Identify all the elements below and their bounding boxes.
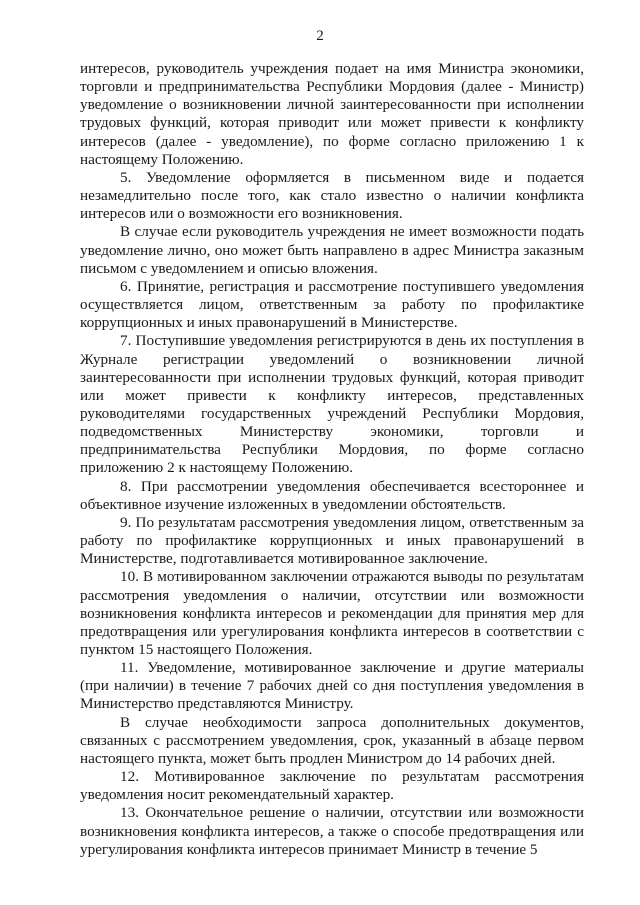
paragraph-item-7: 7. Поступившие уведомления регистрируются в день их поступления в Журнале регистрации уведомлений о возникновении личной заинтересованности при исполнении трудовых функций, которая приводит или может привести к конфликту интересов, представленных руководителями государственных учреждений Республики Мордовия, подведомственных Министерству экономики, торговли и предпринимательства Республики Мордовия, по форме согласно приложению 2 к настоящему Положению. (80, 332, 584, 477)
paragraph-item-11-sub: В случае необходимости запроса дополнительных документов, связанных с рассмотрением уведомления, срок, указанный в абзаце первом настоящего пункта, может быть продлен Министром до 14 рабочих дней. (80, 713, 584, 767)
paragraph-item-11: 11. Уведомление, мотивированное заключение и другие материалы (при наличии) в течение 7 рабочих дней со дня поступления уведомления в Министерство представляются Министру. (80, 659, 584, 713)
document-body (80, 60, 584, 859)
paragraph-item-12: 12. Мотивированное заключение по результатам рассмотрения уведомления носит рекомендательный характер. (80, 768, 584, 804)
paragraph-continuation: интересов, руководитель учреждения подает на имя Министра экономики, торговли и предпринимательства Республики Мордовия (далее - Министр) уведомление о возникновении личной заинтересованности при исполнении трудовых функций, которая приводит или может привести к конфликту интересов (далее - уведомление), по форме согласно приложению 1 к настоящему Положению. (80, 60, 584, 168)
paragraph-item-13: 13. Окончательное решение о наличии, отсутствии или возможности возникновения конфликта интересов, а также о способе предотвращения или урегулирования конфликта интересов принимает Министр в течение 5 (80, 804, 584, 858)
paragraph-item-5-sub: В случае если руководитель учреждения не имеет возможности подать уведомление лично, оно может быть направлено в адрес Министра заказным письмом с уведомлением и описью вложения. (80, 223, 584, 277)
paragraph-item-6: 6. Принятие, регистрация и рассмотрение поступившего уведомления осуществляется лицом, ответственным за работу по профилактике коррупционных и иных правонарушений в Министерстве. (80, 277, 584, 332)
paragraph-item-8: 8. При рассмотрении уведомления обеспечивается всестороннее и объективное изучение изложенных в уведомлении обстоятельств. (80, 477, 584, 513)
paragraph-item-9: 9. По результатам рассмотрения уведомления лицом, ответственным за работу по профилактике коррупционных и иных правонарушений в Министерстве, подготавливается мотивированное заключение. (80, 513, 584, 568)
paragraph-item-10: 10. В мотивированном заключении отражаются выводы по результатам рассмотрения уведомления о наличии, отсутствии или возможности возникновения конфликта интересов и рекомендации для принятия мер для предотвращения или урегулирования конфликта интересов в соответствии с пунктом 15 настоящего Положения. (80, 568, 584, 658)
page-number: 2 (316, 28, 324, 44)
paragraph-item-5: 5. Уведомление оформляется в письменном виде и подается незамедлительно после того, как стало известно о наличии конфликта интересов или о возможности его возникновения. (80, 168, 584, 223)
